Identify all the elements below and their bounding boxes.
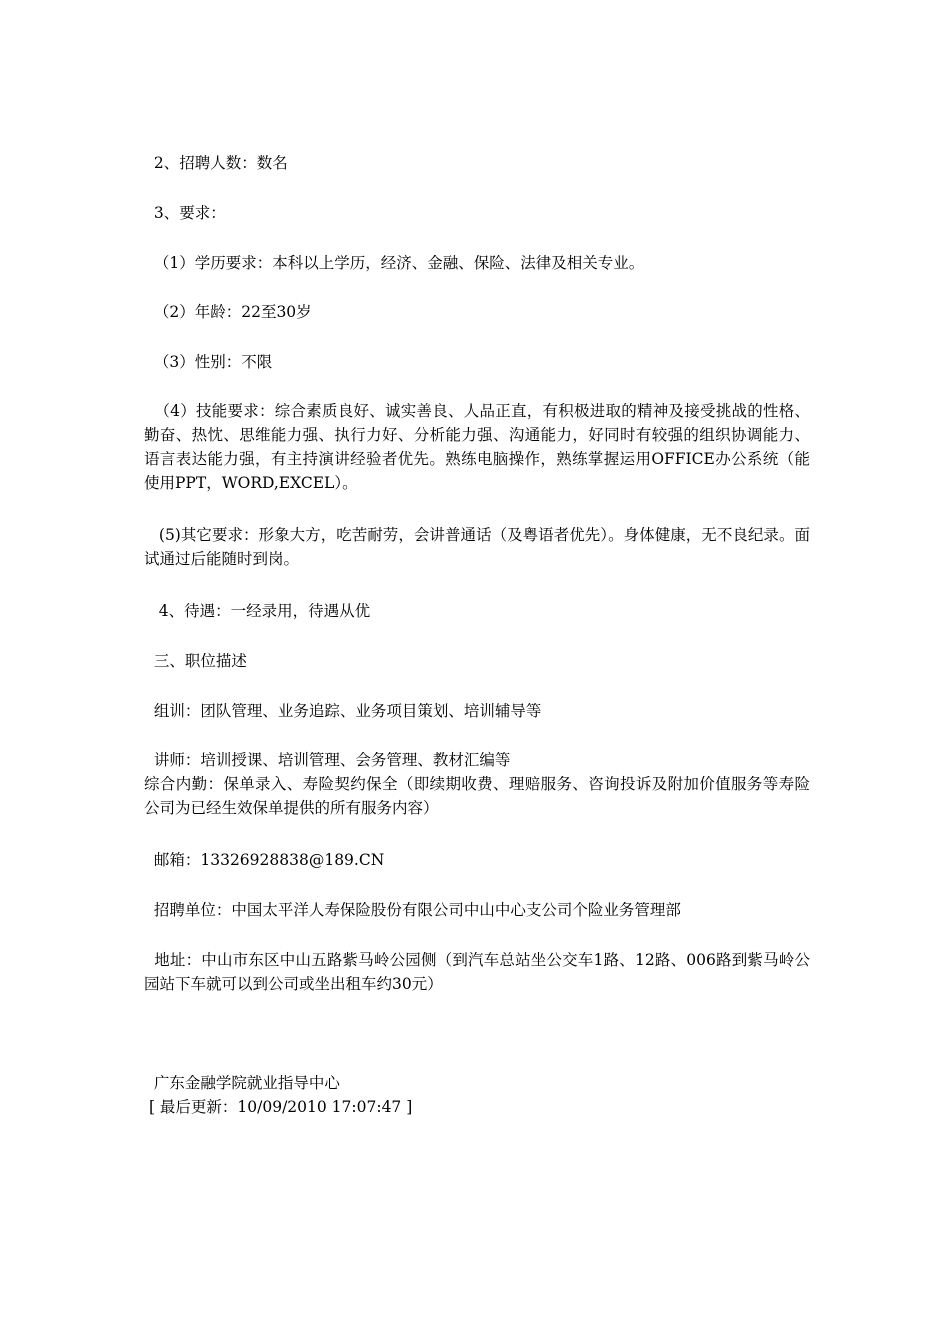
requirements-heading: 3、要求： [144, 204, 226, 222]
other-requirement-text: (5)其它要求：形象大方，吃苦耐劳，会讲普通话（及粤语者优先）。身体健康，无不良纪录。面试通过后能随时到岗。 [144, 526, 810, 568]
email-text: 邮箱：13326928838@189.CN [144, 851, 385, 869]
gender-requirement-text: （3）性别：不限 [144, 353, 273, 371]
employer-text: 招聘单位：中国太平洋人寿保险股份有限公司中山中心支公司个险业务管理部 [144, 901, 681, 919]
source-text: 广东金融学院就业指导中心 [144, 1074, 340, 1092]
last-updated-text: [ 最后更新：10/09/2010 17:07:47 ] [144, 1098, 413, 1116]
education-requirement-text: （1）学历要求：本科以上学历，经济、金融、保险、法律及相关专业。 [144, 254, 645, 272]
benefits-text: 4、待遇：一经录用，待遇从优 [144, 602, 371, 620]
job-description-heading: 三、职位描述 [144, 652, 247, 670]
recruit-count-text: 2、招聘人数：数名 [144, 154, 288, 172]
lecturer-role-text: 讲师：培训授课、培训管理、会务管理、教材汇编等 [144, 751, 511, 769]
address-text: 地址：中山市东区中山五路紫马岭公园侧（到汽车总站坐公交车1路、12路、006路到紫马岭公园站下车就可以到公司或坐出租车约30元） [144, 951, 810, 993]
trainer-org-role-text: 组训：团队管理、业务追踪、业务项目策划、培训辅导等 [144, 702, 542, 720]
internal-role-text: 综合内勤：保单录入、寿险契约保全（即续期收费、理赔服务、咨询投诉及附加价值服务等寿险公司为已经生效保单提供的所有服务内容） [144, 775, 810, 817]
age-requirement-text: （2）年龄：22至30岁 [144, 303, 312, 321]
skills-requirement-text: （4）技能要求：综合素质良好、诚实善良、人品正直，有积极进取的精神及接受挑战的性格、勤奋、热忱、思维能力强、执行力好、分析能力强、沟通能力，好同时有较强的组织协调能力、语言表达能力强，有主持演讲经验者优先。熟练电脑操作，熟练掌握运用OFFICE办公系统（能使用PPT，WORD,EXCEL）。 [144, 402, 810, 492]
